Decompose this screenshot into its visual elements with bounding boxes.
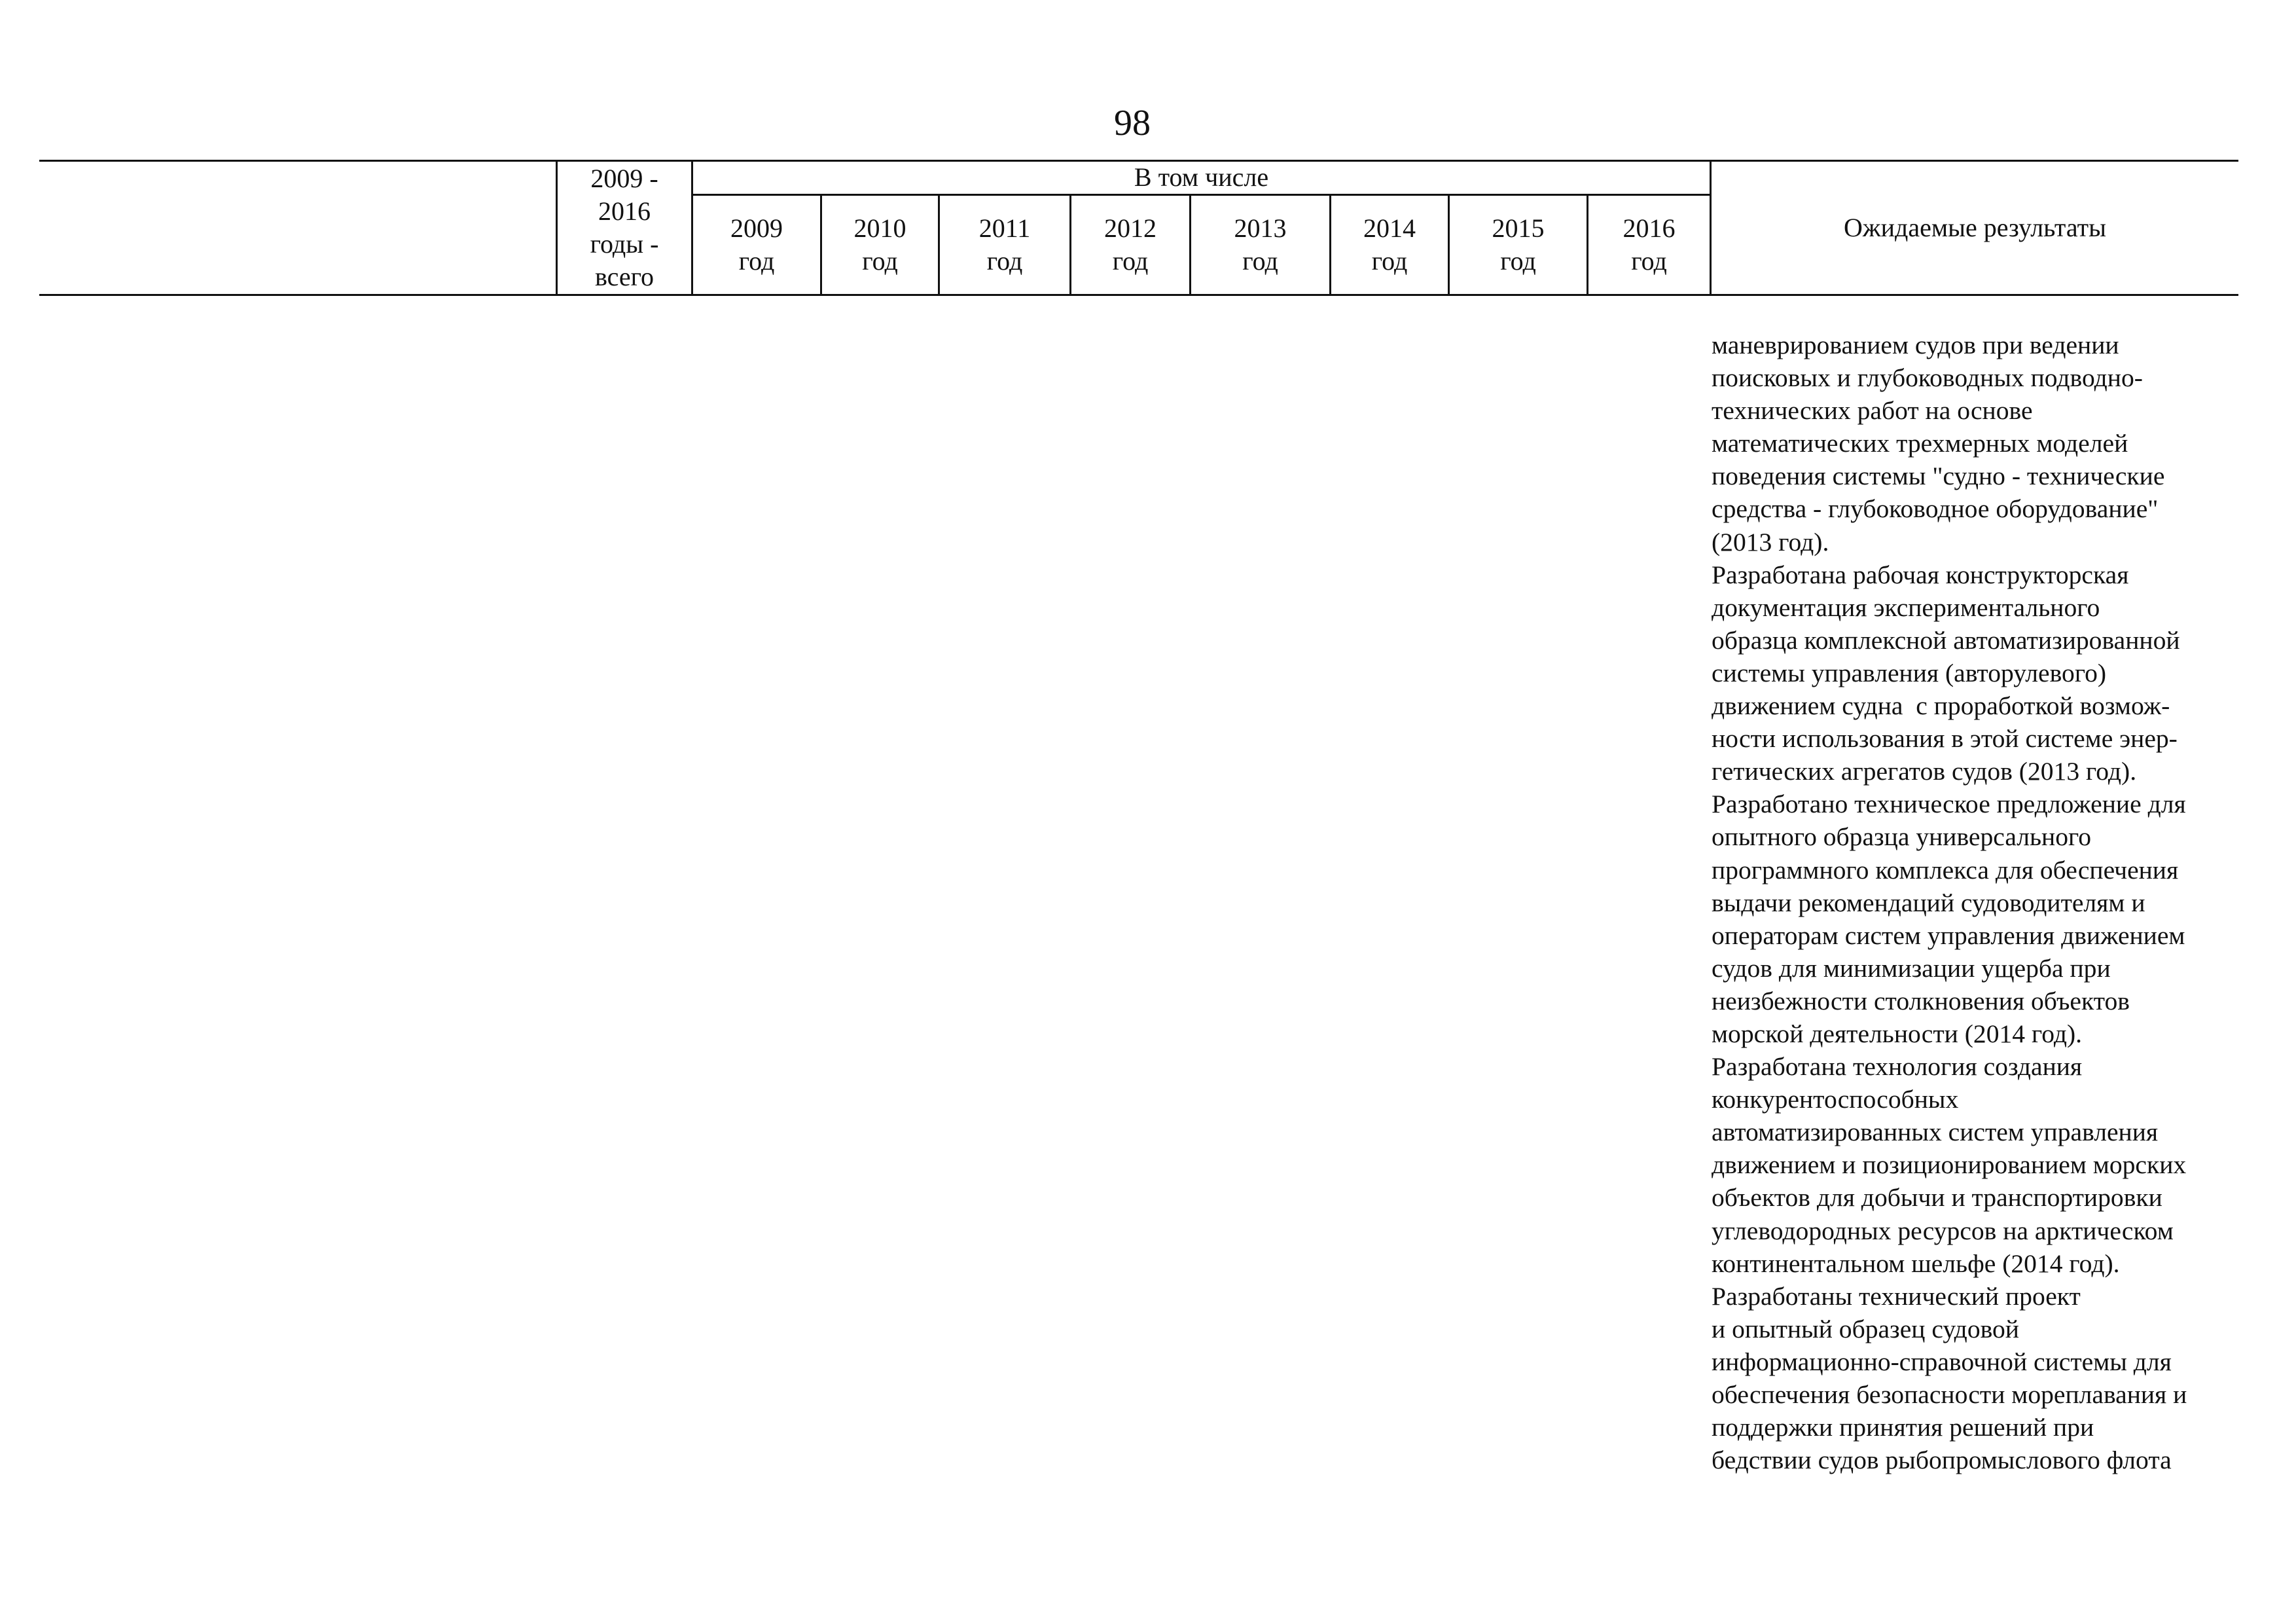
results-line: неизбежности столкновения объектов (1712, 986, 2130, 1015)
results-line: Разработаны технический проект (1712, 1281, 2081, 1311)
header-cell-year (940, 196, 1069, 294)
header-cell-year (1450, 196, 1587, 294)
results-line: Разработана рабочая конструкторская (1712, 560, 2129, 589)
results-line: автоматизированных систем управления (1712, 1118, 2159, 1147)
results-line: объектов для добычи и транспортировки (1712, 1183, 2162, 1213)
total-line: годы - (590, 228, 659, 259)
results-line: поддержки принятия решений при (1712, 1413, 2094, 1442)
results-line: конкурентоспособных (1712, 1085, 1959, 1114)
results-line: программного комплекса для обеспечения (1712, 855, 2179, 884)
results-line: обеспечения безопасности мореплавания и (1712, 1380, 2187, 1409)
results-line: Разработано техническое предложение для (1712, 790, 2186, 819)
results-line: бедствии судов рыбопромыслового флота (1712, 1446, 2172, 1475)
results-line: Разработана технология создания (1712, 1052, 2083, 1082)
header-cell-group-label (693, 161, 1710, 194)
header-cell-total (558, 161, 691, 294)
results-line: и опытный образец судовой (1712, 1314, 2019, 1343)
header-bottom-rule (39, 294, 2238, 296)
total-line: 2009 - (590, 163, 658, 193)
results-line: углеводородных ресурсов на арктическом (1712, 1216, 2174, 1245)
year-label: 2012 (1104, 213, 1157, 243)
results-line: поведения системы "судно - технические (1712, 462, 2165, 491)
header-cell-results (1712, 161, 2238, 294)
results-line: (2013 год). (1712, 527, 1829, 556)
results-line: информационно-справочной системы для (1712, 1347, 2172, 1376)
results-line: гетических агрегатов судов (2013 год). (1712, 757, 2137, 786)
year-unit: год (1500, 246, 1536, 276)
year-unit: год (1371, 246, 1408, 276)
header-cell-year (822, 196, 938, 294)
results-line: маневрированием судов при ведении (1712, 331, 2119, 359)
header-cell-year (1071, 196, 1189, 294)
header-cell-year (1331, 196, 1448, 294)
header-cell-year (1191, 196, 1329, 294)
results-line: выдачи рекомендаций судоводителям и (1712, 888, 2145, 917)
total-line: всего (594, 261, 655, 291)
year-label: 2009 (730, 213, 783, 243)
header-cell-year (1588, 196, 1710, 294)
results-line: поисковых и глубоководных подводно- (1712, 363, 2143, 393)
results-line: движением и позиционированием морских (1712, 1150, 2187, 1180)
year-unit: год (862, 246, 898, 276)
year-label: 2010 (853, 213, 906, 243)
results-line: ности использования в этой системе энер- (1712, 724, 2178, 754)
total-line: 2016 (598, 196, 651, 226)
results-line: операторам систем управления движением (1712, 921, 2185, 950)
results-column-label: Ожидаемые результаты (1844, 212, 2106, 242)
year-label: 2015 (1492, 213, 1545, 243)
year-label: 2011 (978, 213, 1031, 243)
results-line: движением судна с проработкой возмож- (1712, 691, 2170, 721)
year-unit: год (1631, 246, 1667, 276)
results-line: системы управления (авторулевого) (1712, 658, 2107, 687)
results-line: континентальном шельфе (2014 год). (1712, 1249, 2120, 1278)
year-unit: год (986, 246, 1023, 276)
group-label: В том числе (1134, 162, 1269, 192)
year-label: 2016 (1623, 213, 1676, 243)
results-line: морской деятельности (2014 год). (1712, 1019, 2083, 1048)
results-line: образца комплексной автоматизированной (1712, 625, 2180, 655)
year-unit: год (738, 246, 775, 276)
year-unit: год (1112, 246, 1149, 276)
results-line: документация экспериментального (1712, 593, 2100, 622)
results-line: средства - глубоководное оборудование" (1712, 494, 2159, 524)
results-line: технических работ на основе (1712, 396, 2033, 426)
year-label: 2013 (1234, 213, 1287, 243)
year-unit: год (1242, 246, 1278, 276)
results-line: математических трехмерных моделей (1712, 429, 2128, 458)
expected-results-text (1712, 329, 2274, 1476)
year-label: 2014 (1363, 213, 1416, 243)
results-line: опытного образца универсального (1712, 822, 2092, 852)
results-line: судов для минимизации ущерба при (1712, 953, 2111, 983)
page-number: 98 (1114, 103, 1151, 143)
header-cell-year (693, 196, 820, 294)
